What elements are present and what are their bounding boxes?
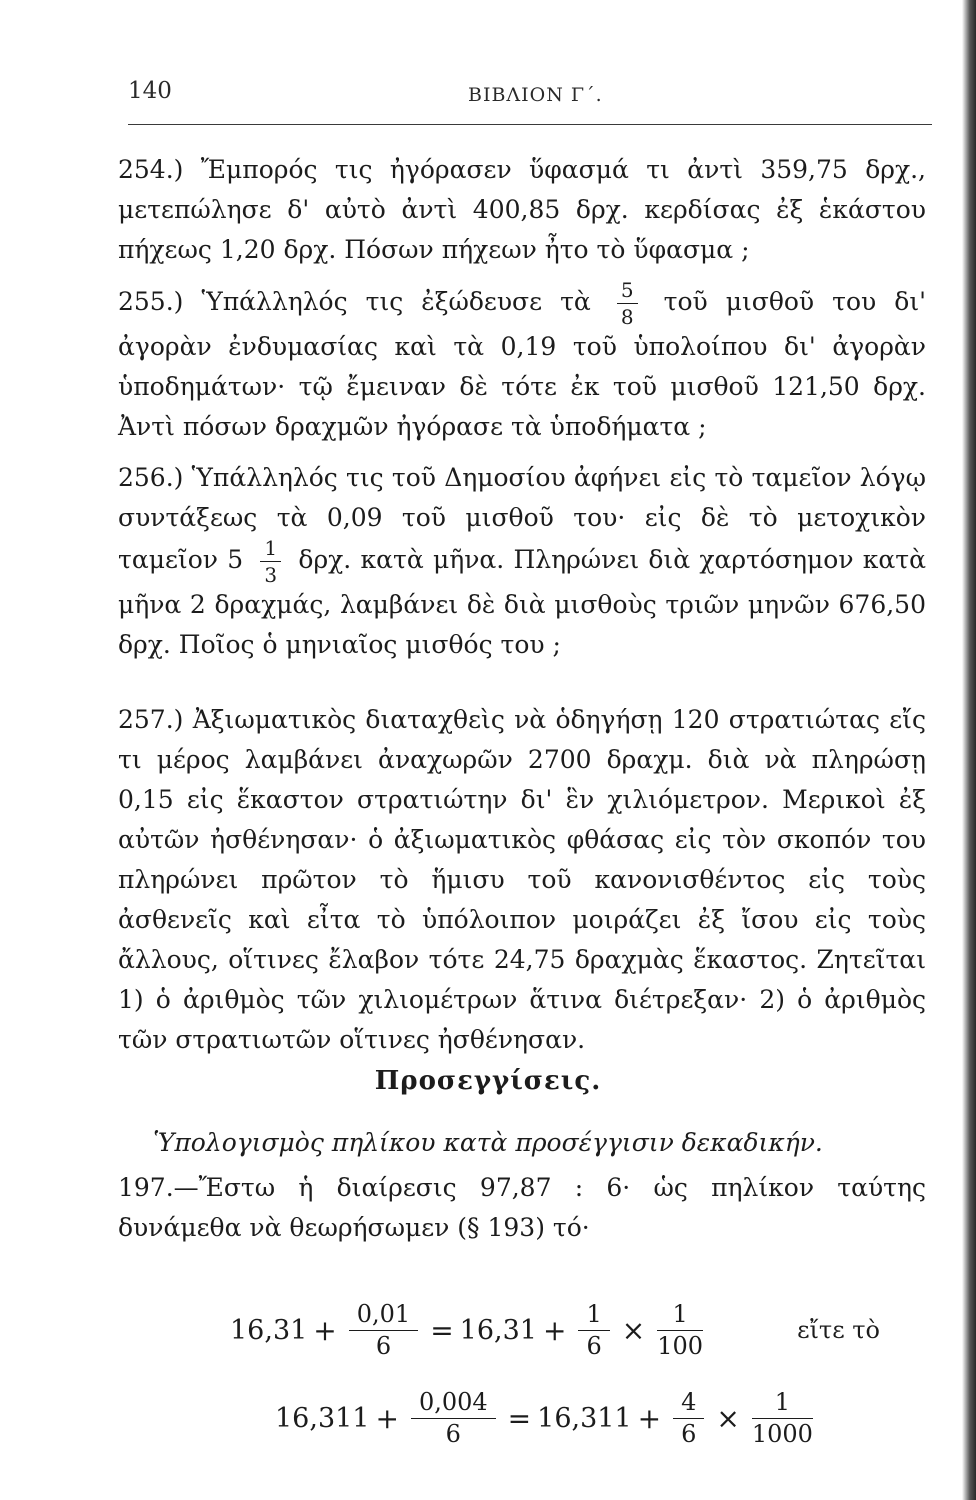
times-sign: × xyxy=(621,1313,646,1347)
fraction-denominator: 6 xyxy=(375,1332,392,1360)
equation-tail-text: εἴτε τὸ xyxy=(797,1316,880,1344)
fraction-1-3 xyxy=(260,538,281,585)
fraction-denominator: 1000 xyxy=(751,1420,813,1448)
equation-fraction-1 xyxy=(411,1390,496,1446)
section-heading: Προσεγγίσεις. xyxy=(374,1066,602,1096)
fraction-denominator: 6 xyxy=(445,1420,461,1448)
fraction-numerator: 4 xyxy=(673,1390,704,1419)
fraction-denominator: 3 xyxy=(264,563,278,587)
problem-256-after: δρχ. κατὰ μῆνα. Πληρώνει διὰ χαρτόσημον κατὰ μῆνα 2 δραχμάς, λαμβάνει δὲ διὰ μισθοὺς τριῶν μηνῶν 676,50 δρχ. Ποῖος ὁ μηνιαῖος μισθός του ; xyxy=(118,545,926,659)
fraction-denominator: 100 xyxy=(657,1332,703,1360)
fraction-denominator: 6 xyxy=(586,1332,602,1360)
problem-255 xyxy=(118,280,926,447)
fraction-numerator: 1 xyxy=(260,538,281,562)
equation-row-2 xyxy=(275,1378,975,1458)
equation-fraction-1 xyxy=(349,1302,418,1358)
problem-254: 254.) Ἔμπορός τις ἠγόρασεν ὕφασμά τι ἀντὶ 359,75 δρχ., μετεπώλησε δ' αὐτὸ ἀντὶ 400,85 δρχ. κερδίσας ἐξ ἑκάστου πήχεως 1,20 δρχ. Πόσων πήχεων ἦτο τὸ ὕφασμα ; xyxy=(118,155,926,264)
fraction-numerator: 5 xyxy=(617,280,638,304)
page-header xyxy=(128,78,928,118)
equation-fraction-2 xyxy=(673,1390,704,1446)
running-head: ΒΙΒΛΙΟΝ Γ΄. xyxy=(468,84,603,106)
problem-256 xyxy=(118,458,926,665)
page-edge-shadow xyxy=(962,0,976,1500)
times-sign: × xyxy=(716,1401,740,1435)
equation-fraction-3 xyxy=(657,1302,703,1358)
fraction-numerator: 1 xyxy=(657,1302,703,1331)
equals-sign: = xyxy=(507,1401,532,1435)
equation-lead: 16,31 xyxy=(230,1314,308,1346)
equals-sign: = xyxy=(430,1313,454,1347)
fraction-numerator: 1 xyxy=(578,1302,609,1331)
plus-sign: + xyxy=(637,1401,662,1435)
plus-sign: + xyxy=(375,1401,399,1435)
plus-sign: + xyxy=(313,1313,337,1347)
fraction-numerator: 0,01 xyxy=(349,1302,418,1331)
equation-lead: 16,311 xyxy=(275,1402,370,1434)
equation-fraction-2 xyxy=(578,1302,609,1358)
fraction-numerator: 1 xyxy=(752,1390,813,1419)
equation-mid: 16,311 xyxy=(537,1402,632,1434)
page-number: 140 xyxy=(128,78,172,104)
header-rule xyxy=(128,124,932,125)
equation-mid: 16,31 xyxy=(459,1314,537,1346)
equation-fraction-3 xyxy=(752,1390,813,1446)
problem-255-after: τοῦ μισθοῦ του δι' ἀγορὰν ἐνδυμασίας καὶ τὰ 0,19 τοῦ ὑπολοίπου δι' ἀγορὰν ὑποδημάτων· τῷ ἔμειναν δὲ τότε ἐκ τοῦ μισθοῦ 121,50 δρχ. Ἀντὶ πόσων δραχμῶν ἠγόρασε τὰ ὑποδήματα ; xyxy=(118,287,926,441)
problem-257: 257.) Ἀξιωματικὸς διαταχθεὶς νὰ ὁδηγήσῃ 120 στρατιώτας εἴς τι μέρος λαμβάνει ἀναχωρῶν 2700 δραχμ. διὰ νὰ πληρώσῃ 0,15 εἰς ἕκαστον στρατιώτην δι' ἓν χιλιόμετρον. Μερικοὶ ἐξ αὐτῶν ἠσθένησαν· ὁ ἀξιωματικὸς φθάσας εἰς τὸν σκοπόν του πληρώνει πρῶτον τὸ ἥμισυ τοῦ κανονισθέντος εἰς τοὺς ἀσθενεῖς καὶ εἶτα τὸ ὑπόλοιπον μοιράζει ἐξ ἴσου εἰς τοὺς ἄλλους, οἵτινες ἔλαβον τότε 24,75 δραχμὰς ἕκαστος. Ζητεῖται 1) ὁ ἀριθμὸς τῶν χιλιομέτρων ἅτινα διέτρεξαν· 2) ὁ ἀριθμὸς τῶν στρατιωτῶν οἵτινες ἠσθένησαν. xyxy=(118,705,926,1054)
plus-sign: + xyxy=(542,1313,567,1347)
fraction-denominator: 6 xyxy=(681,1420,697,1448)
equation-row-1 xyxy=(230,1290,930,1370)
fraction-numerator: 0,004 xyxy=(411,1390,496,1419)
paragraph-197: 197.—Ἔστω ἡ διαίρεσις 97,87 : 6· ὡς πηλίκον ταύτης δυνάμεθα νὰ θεωρήσωμεν (§ 193) τό· xyxy=(118,1173,926,1242)
problem-255-before: 255.) Ὑπάλληλός τις ἐξώδευσε τὰ xyxy=(118,287,591,316)
fraction-denominator: 8 xyxy=(620,305,634,329)
problem-256-before: 256.) Ὑπάλληλός τις τοῦ Δημοσίου ἀφήνει εἰς τὸ ταμεῖον λόγῳ συντάξεως τὰ 0,09 τοῦ μισθοῦ του· εἰς δὲ τὸ μετοχικὸν ταμεῖον 5 xyxy=(118,463,926,574)
fraction-5-8 xyxy=(617,280,638,327)
section-subheading: Ὑπολογισμὸς πηλίκου κατὰ προσέγγισιν δεκαδικήν. xyxy=(153,1128,823,1157)
